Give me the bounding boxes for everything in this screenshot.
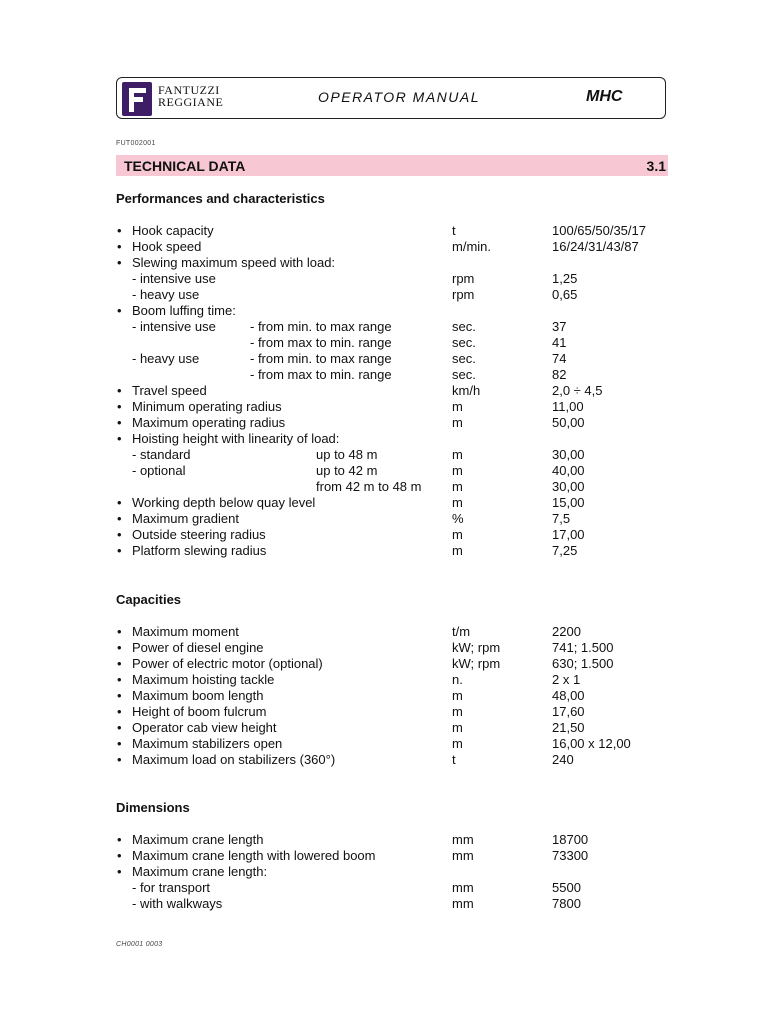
bullet-icon: • xyxy=(117,303,122,318)
row-label: - with walkways xyxy=(132,896,223,911)
row-sublabel: up to 42 m xyxy=(316,463,378,478)
row-label: Minimum operating radius xyxy=(132,399,282,414)
row-value: 630; 1.500 xyxy=(552,656,614,671)
table-row xyxy=(0,511,768,527)
table-row xyxy=(0,896,768,912)
row-value: 5500 xyxy=(552,880,581,895)
row-value: 100/65/50/35/17 xyxy=(552,223,646,238)
row-value: 741; 1.500 xyxy=(552,640,614,655)
row-value: 2,0 ÷ 4,5 xyxy=(552,383,603,398)
table-row xyxy=(0,319,768,335)
row-unit: mm xyxy=(452,832,474,847)
bullet-icon: • xyxy=(117,704,122,719)
row-label: Maximum crane length: xyxy=(132,864,268,879)
table-row xyxy=(0,271,768,287)
row-label: Power of diesel engine xyxy=(132,640,264,655)
row-label: Hook speed xyxy=(132,239,202,254)
row-unit: t xyxy=(452,752,456,767)
table-row xyxy=(0,335,768,351)
row-value: 82 xyxy=(552,367,567,382)
bullet-icon: • xyxy=(117,383,122,398)
table-row xyxy=(0,399,768,415)
table-row xyxy=(0,223,768,239)
bullet-icon: • xyxy=(117,640,122,655)
row-value: 240 xyxy=(552,752,574,767)
table-row xyxy=(0,752,768,768)
row-value: 17,60 xyxy=(552,704,585,719)
row-unit: km/h xyxy=(452,383,481,398)
table-row xyxy=(0,640,768,656)
row-sublabel: - from max to min. range xyxy=(250,367,392,382)
bullet-icon: • xyxy=(117,688,122,703)
row-value: 41 xyxy=(552,335,567,350)
row-sublabel: - from min. to max range xyxy=(250,351,392,366)
table-row xyxy=(0,672,768,688)
table-row xyxy=(0,415,768,431)
row-unit: sec. xyxy=(452,351,476,366)
row-value: 50,00 xyxy=(552,415,585,430)
table-row xyxy=(0,736,768,752)
bullet-icon: • xyxy=(117,239,122,254)
row-label: Maximum boom length xyxy=(132,688,264,703)
row-unit: m xyxy=(452,543,463,558)
row-unit: m xyxy=(452,463,463,478)
row-value: 30,00 xyxy=(552,447,585,462)
table-row xyxy=(0,431,768,447)
brand-line-1: FANTUZZI xyxy=(158,83,220,97)
row-unit: m xyxy=(452,447,463,462)
row-unit: m xyxy=(452,399,463,414)
row-value: 37 xyxy=(552,319,567,334)
band-number: 3.1 xyxy=(646,158,666,174)
row-unit: n. xyxy=(452,672,463,687)
row-label: Working depth below quay level xyxy=(132,495,316,510)
row-unit: mm xyxy=(452,848,474,863)
row-value: 73300 xyxy=(552,848,589,863)
table-row xyxy=(0,255,768,271)
row-value: 7,5 xyxy=(552,511,571,526)
row-value: 2 x 1 xyxy=(552,672,581,687)
fantuzzi-logo-icon xyxy=(122,82,152,116)
row-value: 7800 xyxy=(552,896,581,911)
table-row xyxy=(0,239,768,255)
table-row xyxy=(0,303,768,319)
table-row xyxy=(0,688,768,704)
row-value: 74 xyxy=(552,351,567,366)
row-label: Operator cab view height xyxy=(132,720,277,735)
row-unit: sec. xyxy=(452,335,476,350)
bullet-icon: • xyxy=(117,624,122,639)
row-label: Outside steering radius xyxy=(132,527,266,542)
row-unit: mm xyxy=(452,880,474,895)
row-value: 16/24/31/43/87 xyxy=(552,239,639,254)
brand-line-2: REGGIANE xyxy=(158,95,224,109)
table-row xyxy=(0,832,768,848)
table-row xyxy=(0,704,768,720)
row-unit: m xyxy=(452,527,463,542)
document-code: FUT002001 xyxy=(116,140,156,147)
bullet-icon: • xyxy=(117,543,122,558)
row-label: Maximum stabilizers open xyxy=(132,736,283,751)
table-row xyxy=(0,287,768,303)
band-title: TECHNICAL DATA xyxy=(124,158,246,174)
row-label: Maximum crane length with lowered boom xyxy=(132,848,376,863)
row-value: 2200 xyxy=(552,624,581,639)
row-value: 16,00 x 12,00 xyxy=(552,736,631,751)
bullet-icon: • xyxy=(117,255,122,270)
row-unit: m xyxy=(452,704,463,719)
row-value: 18700 xyxy=(552,832,589,847)
section-title-performance: Performances and characteristics xyxy=(116,191,325,206)
bullet-icon: • xyxy=(117,752,122,767)
row-sublabel: - from min. to max range xyxy=(250,319,392,334)
bullet-icon: • xyxy=(117,656,122,671)
row-label: - optional xyxy=(132,463,186,478)
row-label: - for transport xyxy=(132,880,211,895)
row-label: - standard xyxy=(132,447,191,462)
bullet-icon: • xyxy=(117,223,122,238)
row-label: Hook capacity xyxy=(132,223,214,238)
row-sublabel: up to 48 m xyxy=(316,447,378,462)
row-unit: % xyxy=(452,511,464,526)
row-unit: rpm xyxy=(452,287,475,302)
row-label: Travel speed xyxy=(132,383,207,398)
row-label: Platform slewing radius xyxy=(132,543,267,558)
row-unit: t/m xyxy=(452,624,471,639)
bullet-icon: • xyxy=(117,495,122,510)
bullet-icon: • xyxy=(117,511,122,526)
row-label: Maximum moment xyxy=(132,624,239,639)
row-label: Maximum load on stabilizers (360°) xyxy=(132,752,336,767)
table-row xyxy=(0,864,768,880)
bullet-icon: • xyxy=(117,415,122,430)
table-row xyxy=(0,543,768,559)
row-sublabel: from 42 m to 48 m xyxy=(316,479,422,494)
row-label: - intensive use xyxy=(132,319,216,334)
bullet-icon: • xyxy=(117,832,122,847)
row-label: Maximum operating radius xyxy=(132,415,286,430)
row-value: 48,00 xyxy=(552,688,585,703)
row-value: 11,00 xyxy=(552,399,584,414)
row-unit: sec. xyxy=(452,367,476,382)
table-row xyxy=(0,367,768,383)
table-row xyxy=(0,624,768,640)
table-row xyxy=(0,880,768,896)
table-row xyxy=(0,447,768,463)
footer-code: CH0001 0003 xyxy=(116,941,163,948)
row-unit: t xyxy=(452,223,456,238)
section-title-dimensions: Dimensions xyxy=(116,800,190,815)
row-label: - heavy use xyxy=(132,351,200,366)
table-row xyxy=(0,495,768,511)
row-unit: m xyxy=(452,688,463,703)
bullet-icon: • xyxy=(117,864,122,879)
row-label: Hoisting height with linearity of load: xyxy=(132,431,340,446)
row-sublabel: - from max to min. range xyxy=(250,335,392,350)
row-value: 17,00 xyxy=(552,527,585,542)
row-label: - heavy use xyxy=(132,287,200,302)
row-unit: kW; rpm xyxy=(452,656,501,671)
row-unit: m xyxy=(452,415,463,430)
manual-title: OPERATOR MANUAL xyxy=(318,89,481,105)
table-row xyxy=(0,656,768,672)
table-row xyxy=(0,463,768,479)
table-row xyxy=(0,351,768,367)
table-row xyxy=(0,848,768,864)
row-unit: m xyxy=(452,720,463,735)
row-unit: m xyxy=(452,736,463,751)
bullet-icon: • xyxy=(117,672,122,687)
row-label: Boom luffing time: xyxy=(132,303,236,318)
row-label: Maximum hoisting tackle xyxy=(132,672,275,687)
row-value: 1,25 xyxy=(552,271,578,286)
table-row xyxy=(0,479,768,495)
row-value: 15,00 xyxy=(552,495,585,510)
table-row xyxy=(0,383,768,399)
row-unit: m xyxy=(452,495,463,510)
row-label: Maximum crane length xyxy=(132,832,264,847)
row-value: 7,25 xyxy=(552,543,578,558)
row-unit: sec. xyxy=(452,319,476,334)
row-value: 0,65 xyxy=(552,287,578,302)
row-label: Maximum gradient xyxy=(132,511,239,526)
row-value: 40,00 xyxy=(552,463,585,478)
row-label: Height of boom fulcrum xyxy=(132,704,267,719)
bullet-icon: • xyxy=(117,736,122,751)
row-unit: kW; rpm xyxy=(452,640,501,655)
section-title-capacities: Capacities xyxy=(116,592,182,607)
bullet-icon: • xyxy=(117,848,122,863)
row-unit: m/min. xyxy=(452,239,491,254)
row-label: Power of electric motor (optional) xyxy=(132,656,323,671)
row-label: - intensive use xyxy=(132,271,216,286)
row-value: 21,50 xyxy=(552,720,585,735)
row-unit: m xyxy=(452,479,463,494)
bullet-icon: • xyxy=(117,431,122,446)
table-row xyxy=(0,720,768,736)
row-unit: rpm xyxy=(452,271,475,286)
model-name: MHC xyxy=(586,88,623,105)
row-label: Slewing maximum speed with load: xyxy=(132,255,336,270)
row-unit: mm xyxy=(452,896,474,911)
bullet-icon: • xyxy=(117,399,122,414)
bullet-icon: • xyxy=(117,720,122,735)
bullet-icon: • xyxy=(117,527,122,542)
brand-name xyxy=(158,84,223,108)
table-row xyxy=(0,527,768,543)
row-value: 30,00 xyxy=(552,479,585,494)
